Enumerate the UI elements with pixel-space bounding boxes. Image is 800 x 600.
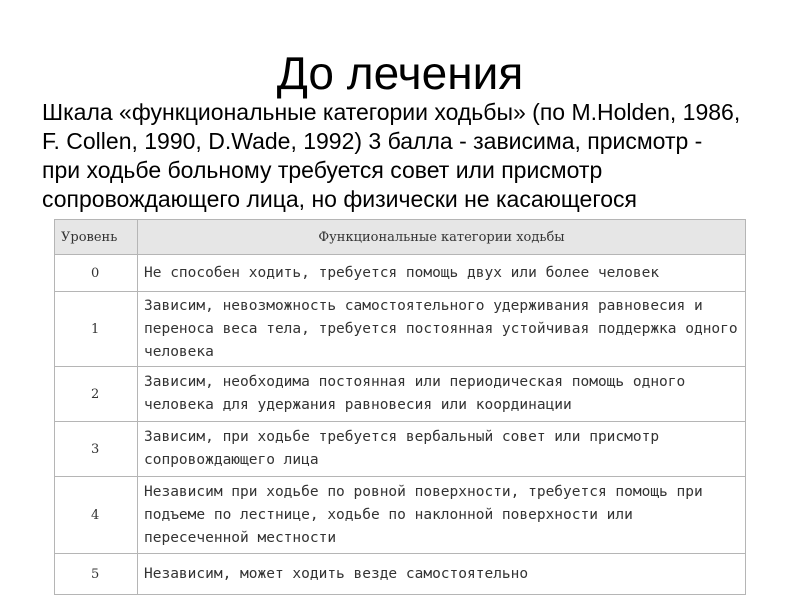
table-row (55, 292, 746, 367)
table-row (55, 255, 746, 292)
category-cell: Не способен ходить, требуется помощь двух или более человек (138, 255, 746, 292)
page-title: До лечения (276, 47, 524, 99)
table-row (55, 367, 746, 422)
category-cell: Зависим, невозможность самостоятельного удерживания равновесия и переноса веса тела, требуется постоянная устойчивая поддержка одного человека (138, 292, 746, 367)
level-cell: 3 (55, 422, 138, 477)
level-cell: 0 (55, 255, 138, 292)
category-cell: Зависим, необходима постоянная или периодическая помощь одного человека для удержания равновесия или координации (138, 367, 746, 422)
category-cell: Независим, может ходить везде самостоятельно (138, 554, 746, 595)
table-row (55, 477, 746, 554)
walking-categories-table (54, 219, 746, 595)
category-cell: Независим при ходьбе по ровной поверхности, требуется помощь при подъеме по лестнице, ходьбе по наклонной поверхности или пересеченной местности (138, 477, 746, 554)
table-row (55, 554, 746, 595)
header-category: Функциональные категории ходьбы (138, 220, 746, 255)
table-header-row (55, 220, 746, 255)
table-row (55, 422, 746, 477)
scale-description: Шкала «функциональные категории ходьбы» (по M.Holden, 1986, F. Collen, 1990, D.Wade, 1992) 3 балла - зависима, присмотр - при ходьбе больному требуется совет или присмотр сопровождающего лица, но физически не касающегося (42, 99, 741, 212)
level-cell: 5 (55, 554, 138, 595)
level-cell: 1 (55, 292, 138, 367)
level-cell: 2 (55, 367, 138, 422)
category-cell: Зависим, при ходьбе требуется вербальный совет или присмотр сопровождающего лица (138, 422, 746, 477)
header-level: Уровень (55, 220, 138, 255)
level-cell: 4 (55, 477, 138, 554)
walking-categories-table-wrap (54, 219, 746, 595)
